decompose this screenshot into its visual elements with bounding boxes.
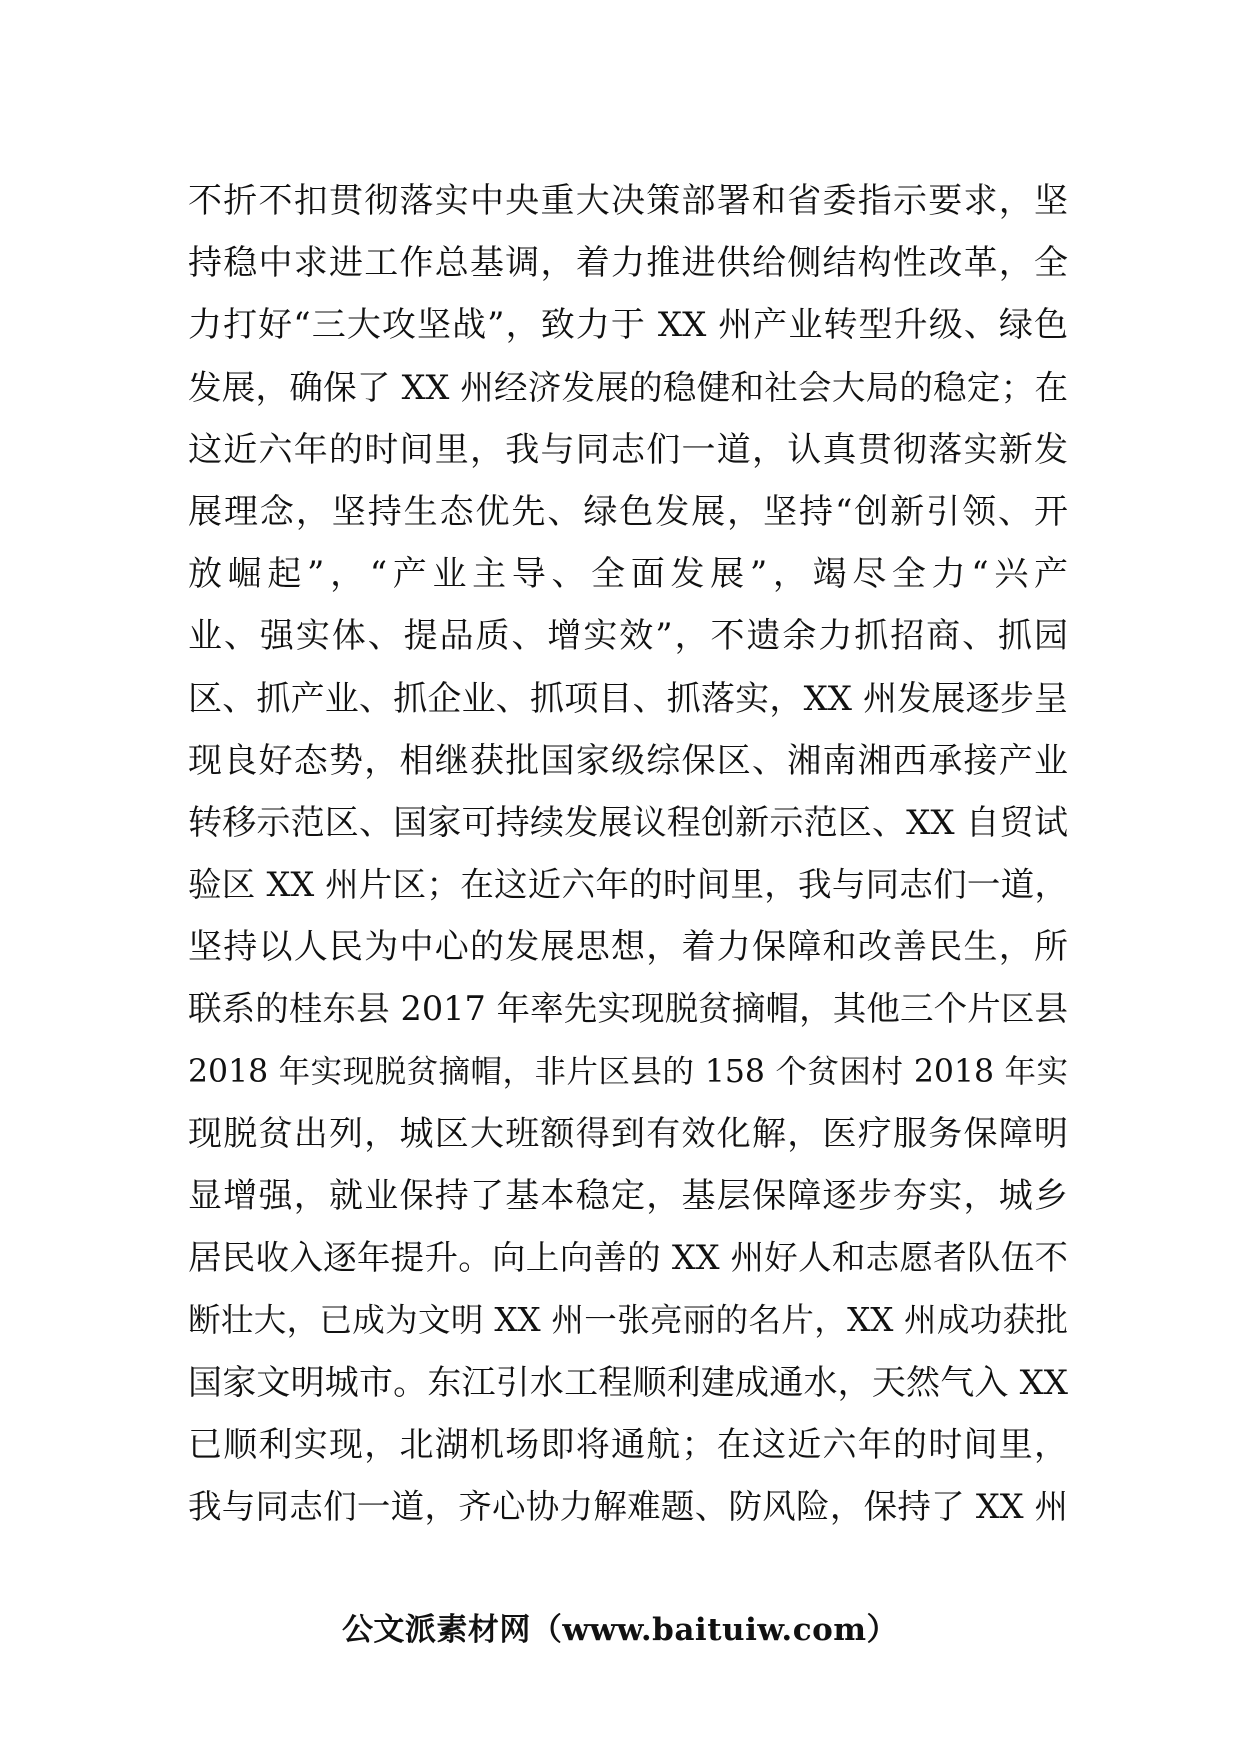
text-line: 这近六年的时间里，我与同志们一道，认真贯彻落实新发 xyxy=(188,429,1068,470)
text-line: 坚持以人民为中心的发展思想，着力保障和改善民生，所 xyxy=(188,927,1068,968)
footer-watermark: 公文派素材网（www.baituiw.com） xyxy=(341,1612,899,1648)
text-line: 显增强，就业保持了基本稳定，基层保障逐步夯实，城乡 xyxy=(188,1176,1068,1216)
text-line: 区、抓产业、抓企业、抓项目、抓落实，XX 州发展逐步呈 xyxy=(188,678,1068,719)
text-line: 验区 XX 州片区；在这近六年的时间里，我与同志们一道， xyxy=(188,865,1068,905)
body-text xyxy=(188,170,1068,1538)
text-line: 持稳中求进工作总基调，着力推进供给侧结构性改革，全 xyxy=(188,243,1068,284)
text-line: 力打好“三大攻坚战”，致力于 XX 州产业转型升级、绿色 xyxy=(188,305,1068,346)
text-line: 发展，确保了 XX 州经济发展的稳健和社会大局的稳定；在 xyxy=(188,367,1068,407)
text-line: 展理念，坚持生态优先、绿色发展，坚持“创新引领、开 xyxy=(188,491,1068,532)
text-line: 断壮大，已成为文明 XX 州一张亮丽的名片，XX 州成功获批 xyxy=(188,1301,1068,1340)
text-line: 已顺利实现，北湖机场即将通航；在这近六年的时间里， xyxy=(188,1424,1068,1465)
text-line: 业、强实体、提品质、增实效”，不遗余力抓招商、抓园 xyxy=(188,616,1068,657)
text-line: 不折不扣贯彻落实中央重大决策部署和省委指示要求，坚 xyxy=(188,181,1068,221)
text-line: 联系的桂东县 2017 年率先实现脱贫摘帽，其他三个片区县 xyxy=(188,989,1068,1029)
text-line: 居民收入逐年提升。向上向善的 XX 州好人和志愿者队伍不 xyxy=(188,1238,1068,1278)
text-line: 2018 年实现脱贫摘帽，非片区县的 158 个贫困村 2018 年实 xyxy=(188,1053,1068,1090)
text-line: 转移示范区、国家可持续发展议程创新示范区、XX 自贸试 xyxy=(188,802,1068,843)
text-line: 国家文明城市。东江引水工程顺利建成通水，天然气入 XX xyxy=(188,1362,1068,1403)
text-line: 我与同志们一道，齐心协力解难题、防风险，保持了 XX 州 xyxy=(188,1486,1068,1526)
text-line: 现脱贫出列，城区大班额得到有效化解，医疗服务保障明 xyxy=(188,1113,1068,1154)
text-line: 放崛起”，“产业主导、全面发展”，竭尽全力“兴产 xyxy=(188,554,1068,595)
text-line: 现良好态势，相继获批国家级综保区、湘南湘西承接产业 xyxy=(188,740,1068,781)
